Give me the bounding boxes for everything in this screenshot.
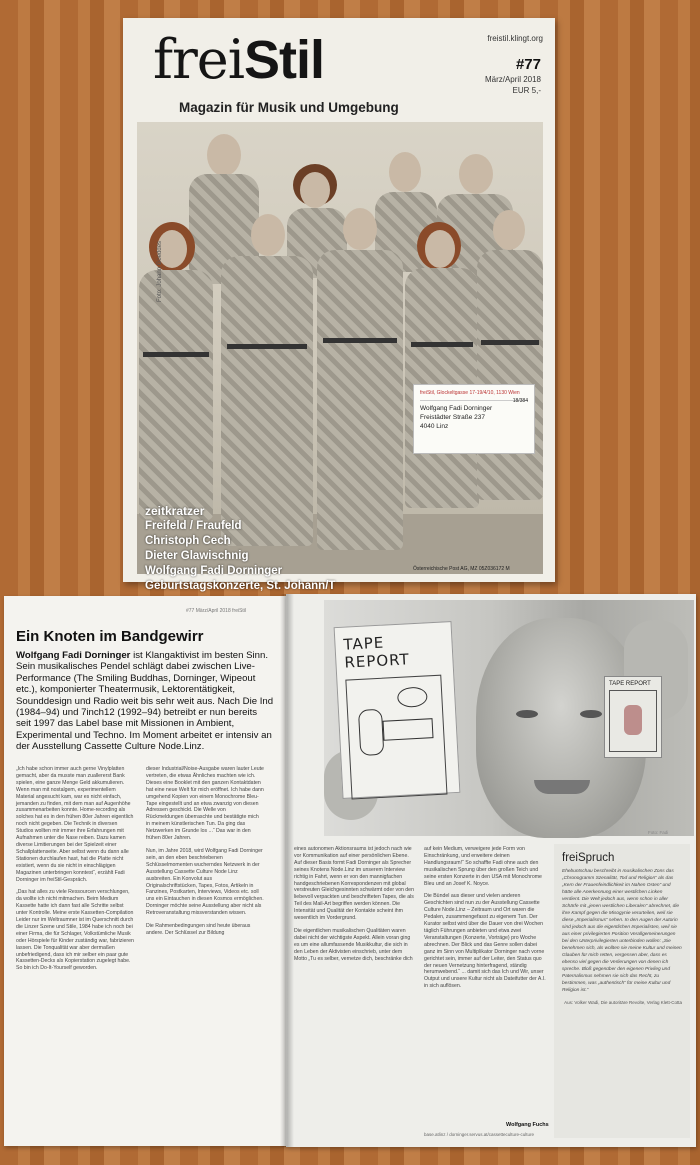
ensemble-member — [405, 222, 479, 512]
issue-number: #77 — [515, 56, 541, 73]
mouth — [534, 780, 590, 794]
zine-title: TAPE REPORT — [343, 633, 411, 672]
address-label — [413, 384, 535, 454]
ensemble-member — [317, 208, 403, 554]
photo-credit: Foto: Johann Goeddes — [157, 240, 163, 302]
cover-photo — [137, 122, 543, 592]
cassette-illustration — [609, 690, 657, 752]
masthead-light: frei — [153, 28, 245, 91]
paragraph: eines autonomen Aktionsraums ist jedoch nach wie vor Kommunikation auf einer persönlichen Ebene. Auf dieser Basis formt Fadi Dorninger als Sprecher seines Knotens Node.Linz im unserem Interview richtig in Fahrt, wenn er von den mannigfachen handgeschriebenen Korrespondenzen mit global verstreuten Gleichgesinnten schwärmt oder von den liebevoll verpackten und beschrifteten Tapes, die als Teil des Mail-Art begriffen werden können. Die Intensität und Qualität der Kontakte scheint ihm wesentlich im Vordergrund. — [294, 846, 414, 922]
article-column-1 — [16, 766, 134, 1136]
eye — [516, 710, 538, 718]
cassette-tape — [604, 676, 662, 758]
article-footnote: base.atlinz / dorninger.servus.at/cassetteculture-culture — [424, 1132, 535, 1137]
masthead-bold: Stil — [244, 30, 325, 90]
paragraph: Die eigentlichen musikalischen Qualitäten waren dabei nicht der wichtigste Aspekt. Allein voran ging es um eine allumfassende Musikkultur, die sich in den Leben der Aktivisten einschrieb, unter dem Motto „Tu es selber, vernetze dich, beschränke dich — [294, 927, 413, 962]
masthead-logo — [153, 28, 324, 91]
coverline-main: zeitkratzer — [145, 504, 205, 518]
issue-price: EUR 5,- — [512, 86, 541, 95]
zine-illustration — [345, 675, 447, 800]
sender-line: freiStil, Glockeltgasse 17-19/4/10, 1130 Wien — [420, 389, 528, 401]
issue-date: März/April 2018 — [484, 75, 541, 84]
paragraph: Die Bündel aus dieser und vielen anderen Geschichten sind nun zu der Ausstellung Cassette Culture Node.Linz – Zeitraum und Ort waren die Pedalen, zusammengefasst zu eigenem Tun. Der Kurator selbst wird über die Dauer von drei Wochen täglich Führungen anbieten und etwa zwei Veranstaltungen (Konzerte, Vorträge) pro Woche abrechnen. Der Blick und das Genre sollen dabei ganz im Sinn von Multiplikator Dorninger nach vorne gerichtet sein, immer auf der Leiter, den Status quo der neuen Vernetzung hinterfragend, ständig herumwebend.“ ... damit sich das Ich und Wir, unser Output und unsere Kultur nicht als Dateifutter der A.I. in sich auflösen. — [424, 893, 546, 990]
left-page — [4, 596, 286, 1146]
cassette-title: TAPE REPORT — [609, 681, 651, 687]
recipient-city: 4040 Linz — [420, 423, 449, 430]
magazine-subtitle: Magazin für Musik und Umgebung — [179, 100, 399, 115]
article-headline: Ein Knoten im Bandgewirr — [16, 628, 204, 645]
coverline: Dieter Glawischnig — [145, 550, 249, 562]
coverline: Christoph Cech — [145, 535, 231, 547]
coverline: Wolfgang Fadi Dorninger — [145, 565, 283, 577]
paragraph: „Ich habe schon immer auch gerne Vinylplatten gemacht, aber da musste man zuallererst Bank spielen, eine ganze Menge Geld akkumulieren. Wenn man mit nostalgem, experimentellem Material angesucht kam, war es nicht einfach, jemanden zu finden, mit dem man auf Augenhöhe zusammenarbeiten konnte. Home-recording als solches hat es in den frühen 80er Jahren eigentlich noch nicht gegeben. Die Technik in diversen Studios wollten mir immer ihre Erfahrungen mit Aufnahmen unter die Nase reiben. Dazu kamen diverse Limitierungen bei der Spielzeit einer Schallplattenseite. Aber selbst wenn du dann alle Stationen durchlaufen hast, hat die Platte nicht existiert, wenn du sie nicht in einschlägigen Magazinen unterbringen konntest“, erzählt Fadi Dorninger im freiStil-Gespräch. — [16, 766, 134, 883]
freispruch-box — [554, 844, 690, 1138]
article-author: Wolfgang Fuchs — [506, 1122, 549, 1128]
running-head: #77 März/April 2018 freiStil — [186, 608, 247, 614]
ensemble-member — [221, 214, 313, 550]
freispruch-title: freiSpruch — [562, 852, 615, 864]
article-column-2 — [146, 766, 264, 1136]
magazine-url: freistil.klingt.org — [487, 34, 543, 43]
paragraph: dieser Industrial/Noise-Ausgabe waren lauter Leute vertreten, die etwas Ähnliches machten wie ich. Dieses eine Booklet mit den ganzen Kontaktdaten hat eine neue Welt für mich eröffnet. Ich habe dann umgehend Kopien von einem Monochrome Bleu-Tape eingestellt und an etwa zwanzig von diesen Adressen geschickt. Die Welle von Rückmeldungen überraschte und bestätigte mich in meinem künstlerischen Tun. Da ging das Netzwerken im Grunde los ...“ Das war in den frühen 80er Jahren. — [146, 766, 264, 842]
ensemble-member — [477, 210, 543, 510]
right-page — [286, 594, 696, 1147]
coverlines — [145, 504, 335, 594]
freispruch-source: Aus: Volker Wadi, Die autoritäre Revolte, Verlag Klett-Cotta — [564, 1000, 682, 1005]
paragraph: Die Rahmenbedingungen sind heute überaus andere. Der Schlüssel zur Bildung — [146, 923, 251, 936]
article-lede — [16, 650, 274, 753]
feature-photo — [324, 600, 694, 836]
magazine-cover — [123, 18, 555, 592]
label-code: 18/384 — [512, 398, 528, 404]
lede-text: ist Klangaktivist im besten Sinn. Sein musikalisches Pendel schlägt dabei zwischen Live-Performance (The Smiling Buddhas, Dorninger, Wipeout etc.), komponierter Theatermusik, Lektorentätigkeit, Sounddesign und Radio weit bis sehr weit aus. Nach Die Ind (1984–94) und 7inch12 (1992–94) betreibt er nun bereits seit 1997 das Label base mit Missionen in Ambient, Experimental und Techno. Im Moment arbeitet er intensiv an der Ausstellung Cassette Culture Node.Linz. — [16, 650, 274, 753]
page-gutter — [280, 594, 294, 1147]
article-column-3 — [294, 846, 414, 1138]
recipient-name: Wolfgang Fadi Dorninger — [420, 405, 493, 412]
postal-notice: Österreichische Post AG, MZ 05Z036172 M — [413, 566, 510, 572]
coverline: Freifeld / Fraufeld — [145, 520, 242, 532]
freispruch-text: Ehebuntschau beschreibt in musikalischen Zons das „Chronogramm Szenalität, Tod und Religion“ als das „Kern der Frauenfeindlichkeit im Nahen Osten“ und hätte alle Anerkennung einer westlichen Linken verdient. Die Welt jedoch aus, wenn schon in aller Schärfe mit „jenen westlichen Liberalen“ abrechnet, die ihre Kampf gegen die Misogynie verurteilen, weil sie diese „Imperialismus“ sehen. In den Augen der Autorin sind jedoch aus die eigentlichen Imperialisten, weil sie aus einer privilegierten Position Verallgemeinerungen bei den Unterprivilegierten unterbinden wollen: „Sie benehmen sich, als wollten sie meine Kultur und meinen Glauben für mich retten, vergessen aber, dass es ebenso viel gegen die Verlierungen von denen ich spreche. Bloß gegenüber den eigenen Privileg und Paternalismus nehmen sie sich das Recht, zu bestimmen, was „authentisch“ für meine Kultur und Religion ist.“ — [562, 869, 682, 993]
ensemble-member — [137, 222, 215, 522]
eye — [580, 710, 602, 718]
recipient-street: Freistädter Straße 237 — [420, 414, 486, 421]
paragraph: auf kein Medium, verweigere jede Form von Einschränkung, und erweitere deinen Handlungsraum!“ So schaffte Fadi ohne auch den musikalischen Sprung über den großen Teich und seine ersten Konzerte in den USA mit Monochrome Bleu und an Josef K. Noyce. — [424, 846, 542, 887]
open-magazine-spread — [4, 594, 696, 1147]
tape-report-zine — [334, 621, 461, 799]
lede-name: Wolfgang Fadi Dorninger — [16, 650, 131, 661]
paragraph: Nun, im Jahre 2018, wird Wolfgang Fadi Dorninger sein, an den eben beschriebenen Schlüsselmomenten wucherndes Netzwerk in der Ausstellung Cassette Culture Node Linz ausbreiten. Ein Konvolut aus Originalschriftstücken, Tapes, Fotos, Artikeln in Fanzines, Postkarten, Interviews, Videos etc. soll uns ein Eintauchen in diesen Kosmos ermöglichen. Dorninger möchte seine Ausstellung aber nicht als Retroveranstaltung missverstanden wissen. — [146, 847, 264, 917]
article-column-4 — [424, 846, 546, 1138]
paragraph: „Das hat alles zu viele Ressourcen verschlungen, da wollte ich nicht mitmachen. Beim Medium Kassette hatte ich dann fast alle Schritte selbst unter Kontrolle. Meine erste Kassetten-Compilation Leider nur im Weltraumner ist im Querschnitt durch die Linzer Szene und Stile, 1984 habe ich noch bei einer Firma, die für Schlager, Volkstümliche Musik oder Hörspiele für Kinder zuständig war, fabrizieren lassen. Die Tonqualität war aber dermaßen unbefriedigend, dass ich mir selber ein paar gute Kassetten-Decks als Kopierstation zugelegt habe. So bin ich Do-It-Yourself geworden. — [16, 889, 134, 972]
coverline: Geburtstagskonzerte, St. Johann/T — [145, 580, 336, 592]
photo-credit: Foto: Fadi — [648, 830, 669, 835]
